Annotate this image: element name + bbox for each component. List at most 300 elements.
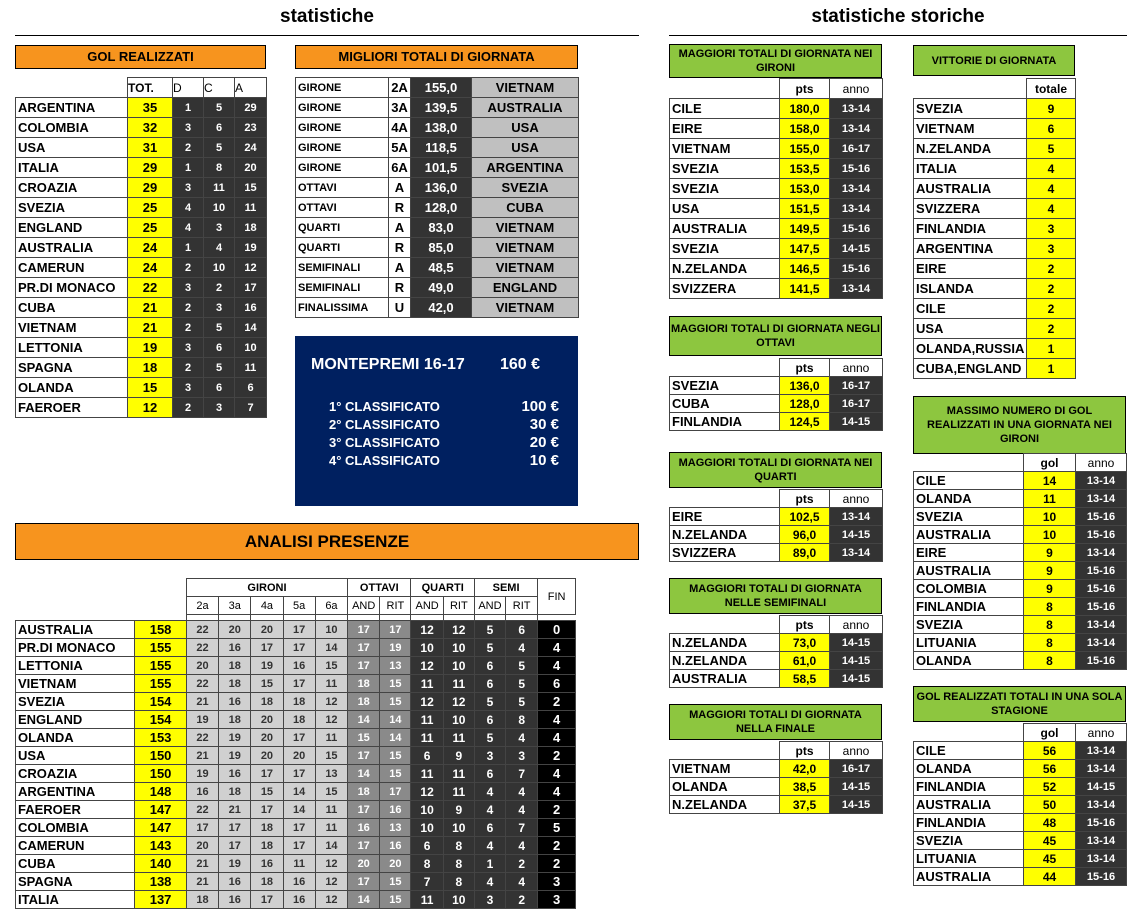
gol-total: 18 xyxy=(128,358,173,378)
round-code: 6A xyxy=(389,158,411,178)
value-cell: 10 xyxy=(1024,526,1076,544)
gironi-value: 17 xyxy=(186,819,218,837)
team-name: SVEZIA xyxy=(472,178,579,198)
ottavi-value: 14 xyxy=(348,711,380,729)
score-value: 49,0 xyxy=(411,278,472,298)
phase-name: SEMIFINALI xyxy=(296,258,389,278)
group-header: QUARTI xyxy=(411,579,474,597)
season-cell: 15-16 xyxy=(1076,508,1127,526)
value-cell: 2 xyxy=(1027,259,1076,279)
value-cell: 56 xyxy=(1024,760,1076,778)
gironi-value: 19 xyxy=(251,657,283,675)
ottavi-value: 15 xyxy=(380,873,411,891)
vittorie-row xyxy=(914,299,1076,319)
season-cell: 13-14 xyxy=(830,279,883,299)
season-cell: 13-14 xyxy=(1076,832,1127,850)
team-name: SVEZIA xyxy=(16,693,135,711)
ottavi-value: 15 xyxy=(380,675,411,693)
gol-value: 3 xyxy=(204,298,235,318)
team-name: AUSTRALIA xyxy=(914,526,1024,544)
ottavi-value: 13 xyxy=(380,819,411,837)
migliori-totali-table xyxy=(295,77,579,318)
team-name: OLANDA,RUSSIA xyxy=(914,339,1027,359)
gironi-value: 12 xyxy=(315,711,347,729)
gol-value: 5 xyxy=(204,318,235,338)
team-name: SVEZIA xyxy=(16,198,128,218)
montepremi-total: 160 € xyxy=(500,356,541,373)
value-cell: 1 xyxy=(1027,359,1076,379)
gol-total: 21 xyxy=(128,318,173,338)
team-name: OLANDA xyxy=(914,760,1024,778)
blank-cell xyxy=(914,724,1024,742)
value-cell: 141,5 xyxy=(780,279,830,299)
analisi-presenze-table xyxy=(15,578,576,909)
gol-value: 23 xyxy=(235,118,267,138)
gironi-value: 16 xyxy=(251,855,283,873)
vittorie-row xyxy=(914,359,1076,379)
gol-value: 20 xyxy=(235,158,267,178)
gironi-value: 20 xyxy=(251,621,283,639)
gol-total: 32 xyxy=(128,118,173,138)
team-name: AUSTRALIA xyxy=(16,621,135,639)
value-cell: 8 xyxy=(1024,598,1076,616)
gironi-value: 15 xyxy=(315,747,347,765)
knockout-value: 1 xyxy=(474,855,505,873)
gironi-value: 21 xyxy=(186,693,218,711)
fin-value: 2 xyxy=(538,855,576,873)
gol-value: 2 xyxy=(173,258,204,278)
gironi-value: 11 xyxy=(283,855,315,873)
season-cell: 15-16 xyxy=(1076,562,1127,580)
knockout-value: 6 xyxy=(411,747,443,765)
round-code: U xyxy=(389,298,411,318)
gironi-value: 18 xyxy=(251,819,283,837)
team-name: COLOMBIA xyxy=(16,118,128,138)
massimo-row xyxy=(914,490,1127,508)
phase-name: QUARTI xyxy=(296,218,389,238)
gironi-value: 17 xyxy=(251,801,283,819)
team-name: SVIZZERA xyxy=(670,544,780,562)
analisi-sub-row xyxy=(16,597,576,615)
ottavi-value: 17 xyxy=(348,747,380,765)
knockout-value: 5 xyxy=(506,675,538,693)
ottavi-value: 13 xyxy=(380,657,411,675)
ottavi-value: 17 xyxy=(380,621,411,639)
season-cell: 14-15 xyxy=(830,239,883,259)
season-cell: 16-17 xyxy=(830,760,883,778)
team-name: SVIZZERA xyxy=(914,199,1027,219)
gironi-value: 12 xyxy=(315,693,347,711)
gironi-value: 18 xyxy=(219,657,251,675)
gol-value: 3 xyxy=(173,118,204,138)
gol-value: 6 xyxy=(235,378,267,398)
season-cell: 13-14 xyxy=(1076,472,1127,490)
quarti-title: MAGGIORI TOTALI DI GIORNATA NEI QUARTI xyxy=(669,452,882,488)
blank-cell xyxy=(16,579,135,597)
value-cell: 11 xyxy=(1024,490,1076,508)
finale-row xyxy=(670,778,883,796)
gol-value: 3 xyxy=(173,338,204,358)
gol-value: 10 xyxy=(235,338,267,358)
gironi-value: 18 xyxy=(219,783,251,801)
blank-cell xyxy=(670,742,780,760)
team-name: VIETNAM xyxy=(670,139,780,159)
massimo-row xyxy=(914,472,1127,490)
score-value: 128,0 xyxy=(411,198,472,218)
team-name: OLANDA xyxy=(16,378,128,398)
semi-title: MAGGIORI TOTALI DI GIORNATA NELLE SEMIFINALI xyxy=(669,578,882,614)
knockout-value: 4 xyxy=(474,837,505,855)
phase-name: QUARTI xyxy=(296,238,389,258)
score-value: 83,0 xyxy=(411,218,472,238)
gironi-value: 17 xyxy=(283,819,315,837)
vittorie-table xyxy=(913,78,1076,379)
team-name: FAEROER xyxy=(16,398,128,418)
team-name: USA xyxy=(16,138,128,158)
gironi-value: 22 xyxy=(186,801,218,819)
vittorie-row xyxy=(914,159,1076,179)
analisi-row xyxy=(16,765,576,783)
gironi-value: 16 xyxy=(219,873,251,891)
ottavi-value: 20 xyxy=(348,855,380,873)
team-name: N.ZELANDA xyxy=(670,796,780,814)
ottavi-value: 17 xyxy=(348,837,380,855)
quarti-table xyxy=(669,489,883,562)
right-section-title: statistiche storiche xyxy=(669,6,1127,36)
team-name: CROAZIA xyxy=(16,178,128,198)
gironi-value: 19 xyxy=(186,765,218,783)
round-code: 3A xyxy=(389,98,411,118)
season-cell: 14-15 xyxy=(830,634,883,652)
gironi-value: 16 xyxy=(283,873,315,891)
team-name: CUBA xyxy=(16,855,135,873)
knockout-value: 10 xyxy=(411,639,443,657)
team-name: LETTONIA xyxy=(16,338,128,358)
knockout-value: 6 xyxy=(474,819,505,837)
season-cell: 13-14 xyxy=(830,199,883,219)
phase-name: GIRONE xyxy=(296,78,389,98)
gol-total: 24 xyxy=(128,238,173,258)
ottavi-value: 16 xyxy=(348,819,380,837)
knockout-value: 7 xyxy=(506,819,538,837)
gironi-value: 19 xyxy=(219,855,251,873)
massimo-row xyxy=(914,598,1127,616)
season-cell: 13-14 xyxy=(1076,616,1127,634)
knockout-value: 4 xyxy=(506,729,538,747)
value-cell: 6 xyxy=(1027,119,1076,139)
gironi-value: 12 xyxy=(315,855,347,873)
team-name: CUBA xyxy=(670,395,780,413)
gol-total: 25 xyxy=(128,218,173,238)
presence-total: 150 xyxy=(135,765,187,783)
analisi-row xyxy=(16,639,576,657)
knockout-value: 12 xyxy=(411,693,443,711)
ottavi-value: 18 xyxy=(348,783,380,801)
knockout-value: 11 xyxy=(411,729,443,747)
gironi-value: 18 xyxy=(251,873,283,891)
value-cell: 89,0 xyxy=(780,544,830,562)
blank-cell xyxy=(914,79,1027,99)
prize-position: 2° CLASSIFICATO xyxy=(329,417,440,432)
gol-value: 17 xyxy=(235,278,267,298)
knockout-value: 3 xyxy=(474,747,505,765)
team-name: AUSTRALIA xyxy=(914,179,1027,199)
knockout-value: 10 xyxy=(443,711,474,729)
gironi-value: 20 xyxy=(186,837,218,855)
gol-row xyxy=(16,338,267,358)
presence-total: 154 xyxy=(135,711,187,729)
gol-row xyxy=(16,138,267,158)
analisi-row xyxy=(16,693,576,711)
migliori-row xyxy=(296,278,579,298)
knockout-value: 11 xyxy=(411,765,443,783)
value-cell: 158,0 xyxy=(780,119,830,139)
team-name: N.ZELANDA xyxy=(670,634,780,652)
knockout-value: 11 xyxy=(411,891,443,909)
team-name: AUSTRALIA xyxy=(670,670,780,688)
gol-value: 16 xyxy=(235,298,267,318)
analisi-group-row xyxy=(16,579,576,597)
gol-total: 25 xyxy=(128,198,173,218)
gol-value: 10 xyxy=(204,198,235,218)
knockout-value: 5 xyxy=(474,729,505,747)
gironi-value: 20 xyxy=(283,747,315,765)
round-code: 5A xyxy=(389,138,411,158)
sub-header: AND xyxy=(474,597,505,615)
gironi-value: 18 xyxy=(251,837,283,855)
vittorie-row xyxy=(914,319,1076,339)
value-cell: 38,5 xyxy=(780,778,830,796)
round-code: R xyxy=(389,198,411,218)
gironi-value: 11 xyxy=(315,729,347,747)
header-cell: pts xyxy=(780,79,830,99)
header-cell: anno xyxy=(830,490,883,508)
gol-row xyxy=(16,158,267,178)
value-cell: 58,5 xyxy=(780,670,830,688)
team-name: USA xyxy=(472,118,579,138)
analisi-row xyxy=(16,657,576,675)
value-cell: 153,5 xyxy=(780,159,830,179)
semi-row xyxy=(670,652,883,670)
value-cell: 153,0 xyxy=(780,179,830,199)
gol-value: 3 xyxy=(173,178,204,198)
team-name: SVIZZERA xyxy=(670,279,780,299)
gol-value: 24 xyxy=(235,138,267,158)
gol-row xyxy=(16,318,267,338)
value-cell: 52 xyxy=(1024,778,1076,796)
analisi-row xyxy=(16,783,576,801)
gol-value: 10 xyxy=(204,258,235,278)
team-name: SVEZIA xyxy=(670,159,780,179)
migliori-row xyxy=(296,178,579,198)
gironi-value: 21 xyxy=(186,855,218,873)
gironi-value: 14 xyxy=(283,801,315,819)
blank-cell xyxy=(670,490,780,508)
gironi-value: 21 xyxy=(186,747,218,765)
knockout-value: 4 xyxy=(474,783,505,801)
gol-value: 1 xyxy=(173,238,204,258)
ottavi-value: 15 xyxy=(380,693,411,711)
montepremi-title: MONTEPREMI 16-17 xyxy=(311,356,465,373)
presence-total: 150 xyxy=(135,747,187,765)
knockout-value: 11 xyxy=(443,765,474,783)
knockout-value: 9 xyxy=(443,801,474,819)
gironi-value: 17 xyxy=(251,765,283,783)
gol-total: 29 xyxy=(128,158,173,178)
left-section-title: statistiche xyxy=(15,6,639,36)
knockout-value: 5 xyxy=(474,693,505,711)
value-cell: 48 xyxy=(1024,814,1076,832)
migliori-row xyxy=(296,78,579,98)
ottavi-value: 14 xyxy=(348,891,380,909)
value-cell: 2 xyxy=(1027,299,1076,319)
team-name: LITUANIA xyxy=(914,850,1024,868)
season-cell: 13-14 xyxy=(830,508,883,526)
gol-row xyxy=(16,378,267,398)
phase-name: GIRONE xyxy=(296,158,389,178)
round-code: A xyxy=(389,178,411,198)
prize-position: 3° CLASSIFICATO xyxy=(329,435,440,450)
gironi-row xyxy=(670,179,883,199)
ottavi-value: 14 xyxy=(380,711,411,729)
sub-header: RIT xyxy=(443,597,474,615)
team-name: VIETNAM xyxy=(16,318,128,338)
gironi-value: 11 xyxy=(315,801,347,819)
gironi-value: 18 xyxy=(283,711,315,729)
gol-value: 12 xyxy=(235,258,267,278)
finale-title: MAGGIORI TOTALI DI GIORNATA NELLA FINALE xyxy=(669,704,882,740)
gironi-value: 17 xyxy=(283,837,315,855)
gironi-value: 16 xyxy=(219,693,251,711)
finale-row xyxy=(670,796,883,814)
gol-value: 7 xyxy=(235,398,267,418)
value-cell: 155,0 xyxy=(780,139,830,159)
gol-value: 5 xyxy=(204,98,235,118)
gironi-value: 21 xyxy=(219,801,251,819)
knockout-value: 4 xyxy=(506,837,538,855)
header-cell: pts xyxy=(780,359,830,377)
team-name: OLANDA xyxy=(914,652,1024,670)
fin-value: 4 xyxy=(538,783,576,801)
gol-total: 22 xyxy=(128,278,173,298)
stagione-row xyxy=(914,868,1127,886)
team-name: N.ZELANDA xyxy=(670,526,780,544)
sub-header: 5a xyxy=(283,597,315,615)
team-name: AUSTRALIA xyxy=(16,238,128,258)
prize-position: 1° CLASSIFICATO xyxy=(329,399,440,414)
ottavi-value: 17 xyxy=(348,801,380,819)
value-cell: 9 xyxy=(1024,544,1076,562)
migliori-row xyxy=(296,258,579,278)
gironi-value: 16 xyxy=(219,765,251,783)
gironi-value: 15 xyxy=(315,657,347,675)
ottavi-value: 17 xyxy=(380,783,411,801)
stagione-row xyxy=(914,814,1127,832)
ottavi-value: 17 xyxy=(348,639,380,657)
fin-value: 2 xyxy=(538,693,576,711)
team-name: VIETNAM xyxy=(472,218,579,238)
team-name: VIETNAM xyxy=(914,119,1027,139)
massimo-title: MASSIMO NUMERO DI GOL REALIZZATI IN UNA GIORNATA NEI GIRONI xyxy=(913,396,1126,454)
vittorie-row xyxy=(914,179,1076,199)
knockout-value: 11 xyxy=(443,729,474,747)
ottavi-value: 17 xyxy=(348,621,380,639)
blank-cell xyxy=(135,597,187,615)
score-value: 155,0 xyxy=(411,78,472,98)
value-cell: 8 xyxy=(1024,634,1076,652)
gironi-value: 18 xyxy=(219,711,251,729)
value-cell: 2 xyxy=(1027,319,1076,339)
gol-row xyxy=(16,98,267,118)
gironi-value: 17 xyxy=(283,729,315,747)
header-cell: pts xyxy=(780,490,830,508)
blank-cell xyxy=(16,78,128,98)
migliori-row xyxy=(296,118,579,138)
prize-amount: 20 € xyxy=(529,434,559,451)
season-cell: 14-15 xyxy=(830,413,883,431)
presence-total: 153 xyxy=(135,729,187,747)
team-name: AUSTRALIA xyxy=(914,562,1024,580)
vittorie-row xyxy=(914,339,1076,359)
season-cell: 13-14 xyxy=(830,179,883,199)
fin-value: 5 xyxy=(538,819,576,837)
season-cell: 16-17 xyxy=(830,395,883,413)
knockout-value: 4 xyxy=(506,801,538,819)
season-cell: 15-16 xyxy=(1076,814,1127,832)
team-name: N.ZELANDA xyxy=(670,259,780,279)
round-code: R xyxy=(389,238,411,258)
fin-value: 2 xyxy=(538,837,576,855)
ottavi-value: 16 xyxy=(380,801,411,819)
phase-name: FINALISSIMA xyxy=(296,298,389,318)
ottavi-value: 16 xyxy=(380,837,411,855)
gol-value: 5 xyxy=(204,138,235,158)
gol-total: 21 xyxy=(128,298,173,318)
gironi-value: 13 xyxy=(315,765,347,783)
vittorie-row xyxy=(914,239,1076,259)
knockout-value: 5 xyxy=(474,621,505,639)
prize-amount: 10 € xyxy=(529,452,559,469)
gironi-row xyxy=(670,139,883,159)
header-cell: gol xyxy=(1024,454,1076,472)
header-cell: anno xyxy=(830,359,883,377)
vittorie-row xyxy=(914,259,1076,279)
knockout-value: 7 xyxy=(411,873,443,891)
value-cell: 149,5 xyxy=(780,219,830,239)
gironi-value: 20 xyxy=(251,747,283,765)
team-name: SVEZIA xyxy=(914,616,1024,634)
value-cell: 10 xyxy=(1024,508,1076,526)
massimo-row xyxy=(914,508,1127,526)
team-name: CILE xyxy=(914,742,1024,760)
analisi-row xyxy=(16,711,576,729)
knockout-value: 11 xyxy=(443,783,474,801)
team-name: N.ZELANDA xyxy=(914,139,1027,159)
massimo-header-row xyxy=(914,454,1127,472)
stagione-row xyxy=(914,796,1127,814)
gironi-row xyxy=(670,239,883,259)
gironi-value: 17 xyxy=(283,621,315,639)
team-name: VIETNAM xyxy=(472,238,579,258)
score-value: 138,0 xyxy=(411,118,472,138)
gironi-value: 22 xyxy=(186,729,218,747)
gironi-value: 19 xyxy=(219,747,251,765)
header-cell: pts xyxy=(780,616,830,634)
quarti-row xyxy=(670,544,883,562)
value-cell: 1 xyxy=(1027,339,1076,359)
gol-value: 8 xyxy=(204,158,235,178)
semi-row xyxy=(670,670,883,688)
